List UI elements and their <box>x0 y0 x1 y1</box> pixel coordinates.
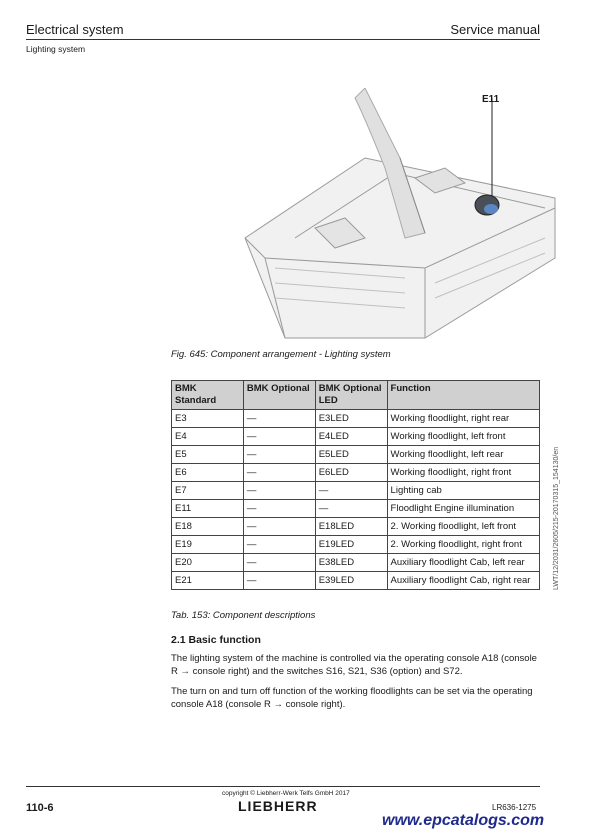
cell: Working floodlight, right rear <box>387 410 539 428</box>
cell: E38LED <box>315 554 387 572</box>
table-row <box>172 410 540 428</box>
cell: E19 <box>172 536 244 554</box>
header-section-title: Electrical system <box>26 22 124 37</box>
cell: — <box>243 518 315 536</box>
figure-caption: Fig. 645: Component arrangement - Lighting system <box>171 349 391 360</box>
column-header-bmk-optional: BMK Optional <box>243 381 315 410</box>
cell: E5 <box>172 446 244 464</box>
cell: — <box>243 428 315 446</box>
cell: Lighting cab <box>387 482 539 500</box>
cell: E6LED <box>315 464 387 482</box>
cell: Auxiliary floodlight Cab, right rear <box>387 572 539 590</box>
component-figure <box>225 88 565 348</box>
cell: — <box>243 500 315 518</box>
table-row <box>172 428 540 446</box>
table-row <box>172 446 540 464</box>
table-row <box>172 554 540 572</box>
watermark-link[interactable]: www.epcatalogs.com <box>382 812 545 829</box>
component-table <box>171 380 540 590</box>
cell: E4 <box>172 428 244 446</box>
cell: — <box>315 482 387 500</box>
header-subtitle: Lighting system <box>26 44 86 54</box>
cell: E18 <box>172 518 244 536</box>
cell: — <box>243 464 315 482</box>
cell: Working floodlight, right front <box>387 464 539 482</box>
cell: E19LED <box>315 536 387 554</box>
cell: Auxiliary floodlight Cab, left rear <box>387 554 539 572</box>
paragraph: The turn on and turn off function of the working floodlights can be set via the operating console A18 (console R → console right). <box>171 686 533 710</box>
cell: E3LED <box>315 410 387 428</box>
cell: E18LED <box>315 518 387 536</box>
table-caption: Tab. 153: Component descriptions <box>171 610 316 621</box>
figure-label: E11 <box>482 94 500 105</box>
table-row <box>172 482 540 500</box>
column-header-function: Function <box>387 381 539 410</box>
cell: E6 <box>172 464 244 482</box>
paragraph: The lighting system of the machine is controlled via the operating console A18 (console R → console right) and the switches S16, S21, S36 (option) and S72. <box>171 653 537 677</box>
cell: — <box>243 554 315 572</box>
page-number: 110-6 <box>26 802 54 814</box>
cell: E20 <box>172 554 244 572</box>
side-document-code: LWT/12/2031/2605/215-20170315_154130/en <box>553 446 560 590</box>
table-row <box>172 572 540 590</box>
cell: Working floodlight, left front <box>387 428 539 446</box>
cell: E4LED <box>315 428 387 446</box>
brand-logo: LIEBHERR <box>238 798 318 814</box>
cell: E7 <box>172 482 244 500</box>
cell: — <box>243 482 315 500</box>
cell: E3 <box>172 410 244 428</box>
column-header-bmk-standard: BMK Standard <box>172 381 244 410</box>
document-reference: LR636-1275 <box>492 803 537 812</box>
cell: 2. Working floodlight, right front <box>387 536 539 554</box>
table-row <box>172 464 540 482</box>
cell: E11 <box>172 500 244 518</box>
table-row <box>172 518 540 536</box>
cell: E39LED <box>315 572 387 590</box>
cell: E21 <box>172 572 244 590</box>
header-divider <box>26 39 540 40</box>
cell: — <box>243 410 315 428</box>
cell: E5LED <box>315 446 387 464</box>
cell: — <box>315 500 387 518</box>
table-header-row <box>172 381 540 410</box>
copyright-notice: copyright © Liebherr-Werk Telfs GmbH 2017 <box>222 790 350 797</box>
cell: 2. Working floodlight, left front <box>387 518 539 536</box>
table-row <box>172 500 540 518</box>
cell: — <box>243 572 315 590</box>
table-row <box>172 536 540 554</box>
cell: — <box>243 536 315 554</box>
cell: Working floodlight, left rear <box>387 446 539 464</box>
section-title: 2.1 Basic function <box>171 634 261 646</box>
header-manual-title: Service manual <box>450 22 540 37</box>
column-header-bmk-optional-led: BMK Optional LED <box>315 381 387 410</box>
footer-divider <box>26 786 540 787</box>
cell: Floodlight Engine illumination <box>387 500 539 518</box>
cell: — <box>243 446 315 464</box>
